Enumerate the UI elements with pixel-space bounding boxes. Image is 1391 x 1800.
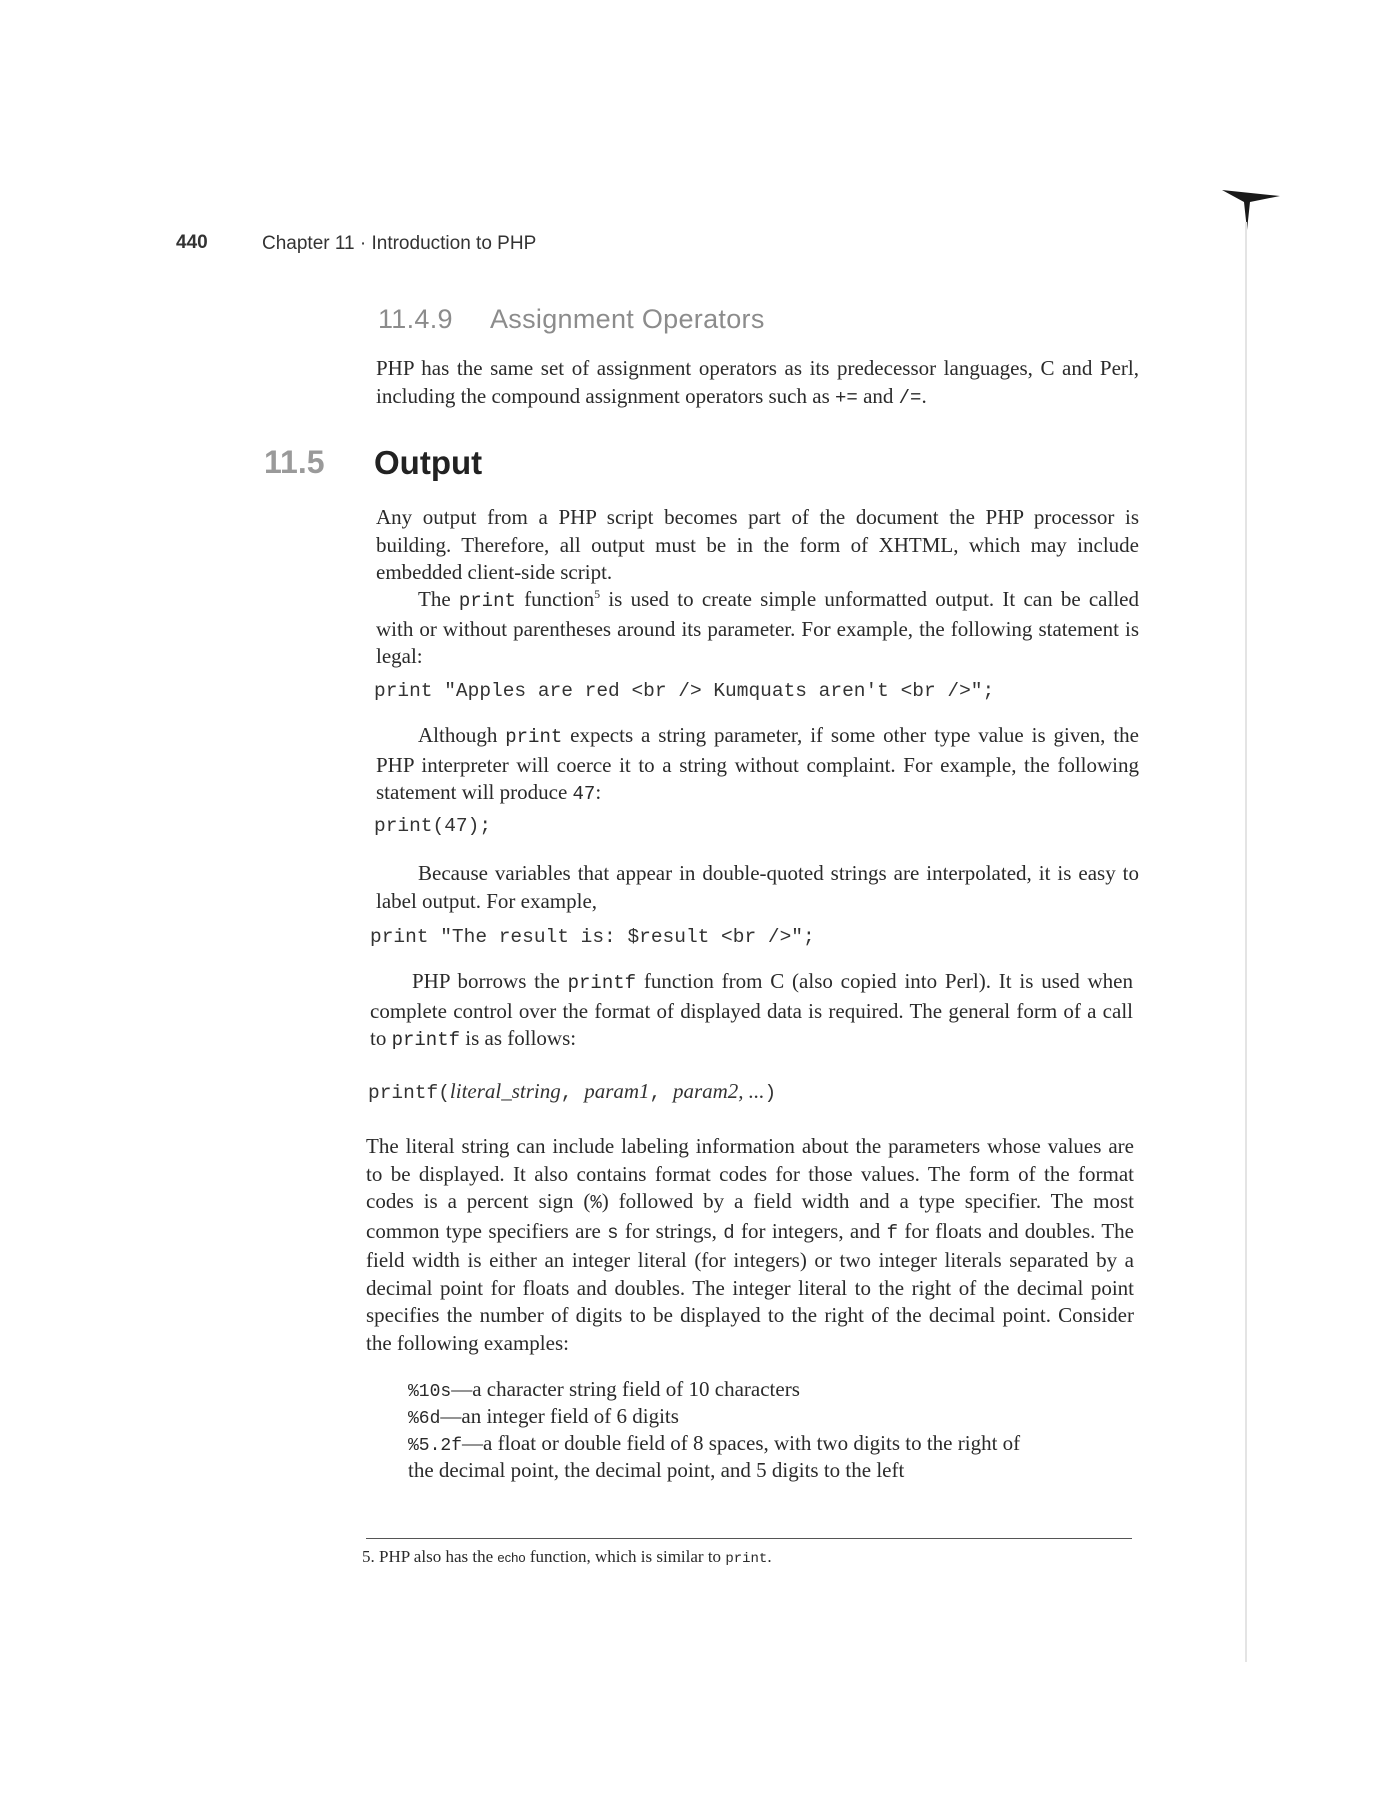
text-run: PHP borrows the: [412, 969, 568, 993]
code-run: %: [590, 1192, 602, 1214]
code-run: echo: [497, 1550, 526, 1565]
code-run: s: [607, 1221, 619, 1244]
code-printf-general-form: [368, 1079, 776, 1104]
text-run: function: [515, 587, 595, 611]
text-run: function, which is similar to: [525, 1547, 726, 1566]
footnote-rule: [366, 1538, 1132, 1539]
code-example-print-47: print(47);: [374, 815, 492, 837]
format-example-continuation: the decimal point, the decimal point, and 5 digits to the left: [408, 1458, 905, 1482]
body-paragraph-6: [366, 1133, 1134, 1357]
placeholder-param2: param2, ...: [672, 1079, 765, 1103]
corner-mark-icon: [1222, 190, 1282, 230]
text-run: function from C (also copied into Perl). It is used when complete control over the format of displayed data is required. The general form of a call to: [370, 969, 1133, 1050]
text-run: for integers, and: [734, 1218, 887, 1243]
placeholder-param1: param1: [584, 1079, 650, 1103]
code-run: +=: [835, 386, 858, 409]
text-run: is used to create simple unformatted output. It can be called with or without parentheses around its parameter. For example, the following statement is legal:: [376, 587, 1139, 668]
code-run: ,: [649, 1082, 673, 1104]
section-title: Output: [374, 444, 483, 481]
text-run: for strings,: [618, 1218, 724, 1243]
code-example-print-apples: print "Apples are red <br /> Kumquats aren't <br />";: [374, 680, 995, 702]
format-description: —a float or double field of 8 spaces, with two digits to the right of: [462, 1431, 1021, 1455]
body-paragraph-1: [376, 504, 1139, 587]
assignment-paragraph: [376, 355, 1139, 412]
code-run: /=: [898, 386, 922, 409]
code-run: print: [458, 590, 516, 612]
format-description: —an integer field of 6 digits: [440, 1404, 679, 1428]
running-head: Chapter 11 · Introduction to PHP: [262, 233, 537, 254]
code-run: printf(: [368, 1082, 450, 1104]
text-run: Although: [418, 723, 506, 747]
text-run: :: [595, 780, 602, 804]
text-run: .: [921, 383, 927, 408]
text-run: 5. PHP also has the: [362, 1547, 498, 1566]
format-code: %5.2f: [408, 1436, 463, 1456]
format-example-item: [408, 1404, 679, 1429]
subsection-number: 11.4.9: [378, 304, 453, 334]
text-run: expects a string parameter, if some other type value is given, the PHP interpreter will coerce it to a string without complaint. For example, the following statement will produce: [376, 723, 1139, 804]
format-example-item: [408, 1377, 800, 1402]
section-number: 11.5: [264, 444, 325, 480]
text-run: ) followed by a field width and a type specifier. The most common type specifiers are: [366, 1189, 1134, 1243]
placeholder-literal-string: literal_string: [449, 1079, 561, 1103]
text-run: for floats and doubles. The field width is either an integer literal (for integers) or two integer literals separated by a decimal point for floats and doubles. The integer literal to the right of the decimal point specifies the number of digits to be displayed to the right of the decimal point. Consider the following examples:: [366, 1218, 1134, 1355]
paragraph-text: Because variables that appear in double-quoted strings are interpolated, it is easy to label output. For example,: [376, 861, 1139, 913]
body-paragraph-2: [376, 586, 1139, 671]
format-code: %6d: [408, 1409, 441, 1429]
body-paragraph-5: [370, 968, 1133, 1055]
footnote: [362, 1547, 772, 1567]
code-run: 47: [572, 783, 596, 805]
paragraph-text: Any output from a PHP script becomes part of the document the PHP processor is building. Therefore, all output must be in the form of XHTML, which may include embedded client-side script.: [376, 505, 1139, 584]
text-run: The: [418, 587, 459, 611]
code-run: print: [725, 1551, 768, 1567]
page-edge-line: [1245, 222, 1247, 1662]
subsection-heading: [378, 304, 765, 335]
text-run: PHP has the same set of assignment operators as its predecessor languages, C and Perl, including the compound assignment operators such as: [376, 356, 1139, 408]
format-description: —a character string field of 10 characters: [451, 1377, 800, 1401]
footnote-ref: 5: [594, 587, 601, 601]
code-run: printf: [567, 972, 637, 994]
code-run: print: [505, 726, 563, 748]
subsection-title: Assignment Operators: [490, 304, 765, 334]
text-run: The literal string can include labeling information about the parameters whose values are to be displayed. It also contains format codes for those values. The form of the format codes is a percent sign (: [366, 1134, 1134, 1213]
page-number: 440: [176, 232, 208, 253]
code-run: d: [723, 1221, 735, 1244]
text-run: and: [857, 383, 899, 408]
format-code: %10s: [408, 1382, 452, 1402]
body-paragraph-4: [376, 860, 1139, 915]
body-paragraph-3: [376, 722, 1139, 809]
format-example-item: [408, 1431, 1020, 1456]
text-run: is as follows:: [460, 1026, 577, 1050]
code-example-print-result: print "The result is: $result <br />";: [370, 926, 815, 948]
text-run: .: [767, 1547, 772, 1566]
code-run: ): [764, 1082, 777, 1104]
code-run: printf: [391, 1029, 461, 1051]
code-run: f: [886, 1221, 898, 1244]
code-run: ,: [560, 1082, 585, 1104]
